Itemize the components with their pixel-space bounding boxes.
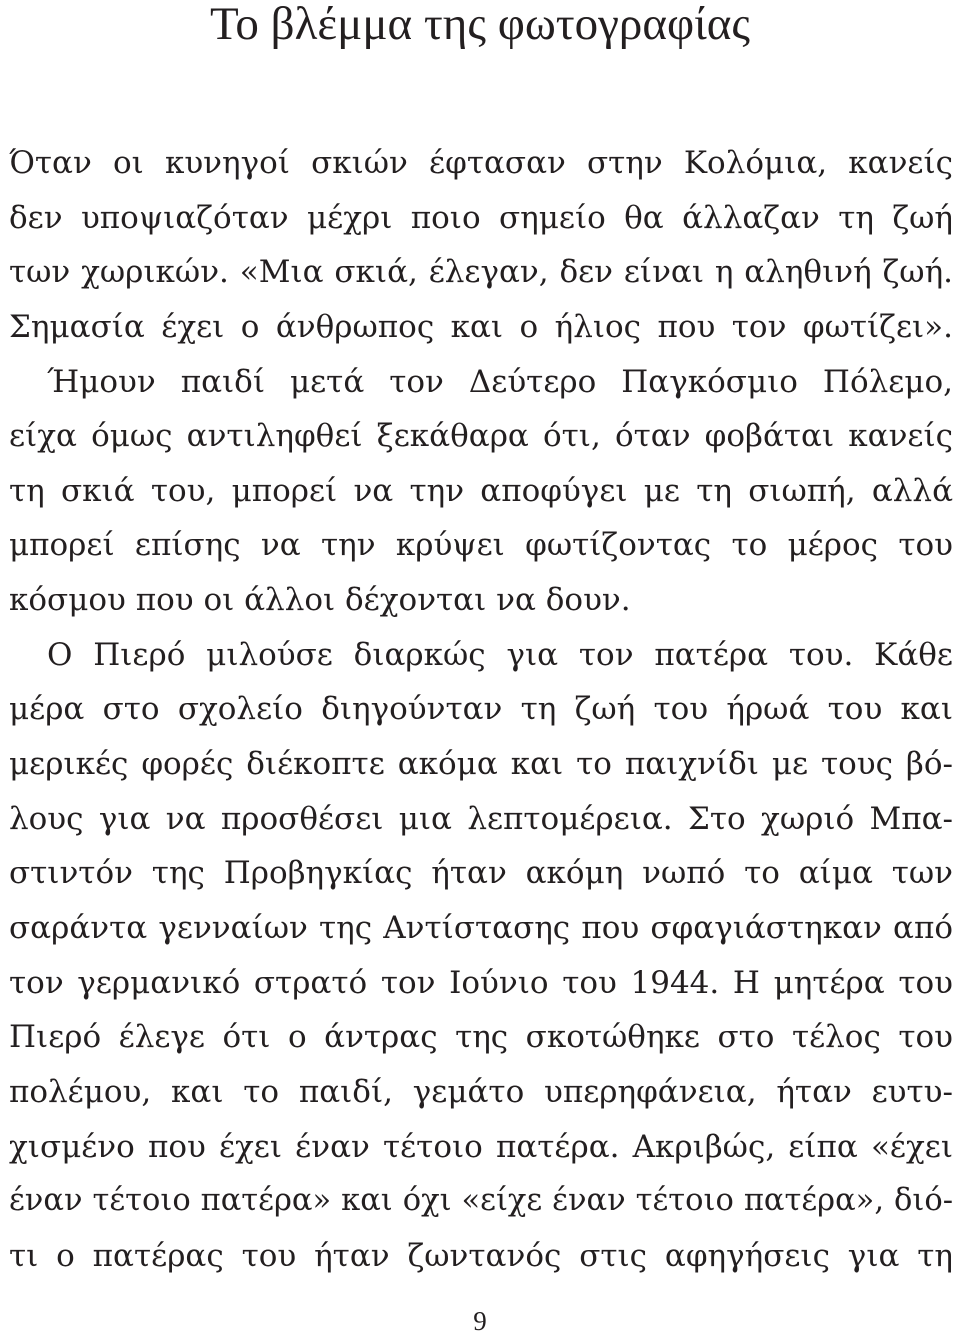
text-line: έναν τέτοιο πατέρα» και όχι «είχε έναν τέτοιο πατέρα», διό- — [9, 1183, 953, 1219]
text-line: μερικές φορές διέκοπτε ακόμα και το παιχνίδι με τους βό- — [9, 746, 953, 783]
text-line: τον γερμανικό στρατό τον Ιούνιο του 1944. Η μητέρα του — [9, 964, 953, 1001]
text-line: χισμένο που έχει έναν τέτοιο πατέρα. Ακριβώς, είπα «έχει — [9, 1128, 953, 1165]
text-line: τη σκιά του, μπορεί να την αποφύγει με τη σιωπή, αλλά — [9, 472, 953, 509]
text-line: σαράντα γενναίων της Αντίστασης που σφαγιάστηκαν από — [9, 909, 953, 946]
text-line: Ο Πιερό μιλούσε διαρκώς για τον πατέρα του. Κάθε — [47, 636, 953, 673]
text-line: λους για να προσθέσει μια λεπτομέρεια. Στο χωριό Μπα- — [9, 800, 953, 837]
text-line: στιντόν της Προβηγκίας ήταν ακόμη νωπό το αίμα των — [9, 855, 953, 892]
text-line: Ήμουν παιδί μετά τον Δεύτερο Παγκόσμιο Πόλεμο, — [47, 363, 953, 400]
text-line: Πιερό έλεγε ότι ο άντρας της σκοτώθηκε στο τέλος του — [9, 1019, 953, 1056]
body-text — [9, 136, 953, 1283]
text-line: τι ο πατέρας του ήταν ζωντανός στις αφηγήσεις για τη — [9, 1237, 953, 1274]
text-line: δεν υποψιαζόταν μέχρι ποιο σημείο θα άλλαζαν τη ζωή — [9, 199, 953, 236]
text-line: Όταν οι κυνηγοί σκιών έφτασαν στην Κολόμια, κανείς — [9, 145, 953, 181]
text-line: Σημασία έχει ο άνθρωπος και ο ήλιος που τον φωτίζει». — [9, 308, 953, 345]
page-number: 9 — [473, 1306, 487, 1336]
text-line: είχα όμως αντιληφθεί ξεκάθαρα ότι, όταν φοβάται κανείς — [9, 418, 953, 455]
text-line: κόσμου που οι άλλοι δέχονται να δουν. — [9, 582, 631, 619]
text-line: μπορεί επίσης να την κρύψει φωτίζοντας το μέρος του — [9, 527, 953, 564]
text-line: των χωρικών. «Μια σκιά, έλεγαν, δεν είναι η αληθινή ζωή. — [9, 254, 953, 291]
text-line: μέρα στο σχολείο διηγούνταν τη ζωή του ήρωά του και — [9, 691, 953, 728]
text-line: πολέμου, και το παιδί, γεμάτο υπερηφάνεια, ήταν ευτυ- — [9, 1073, 953, 1110]
chapter-title: Το βλέμμα της φωτογραφίας — [209, 0, 751, 50]
